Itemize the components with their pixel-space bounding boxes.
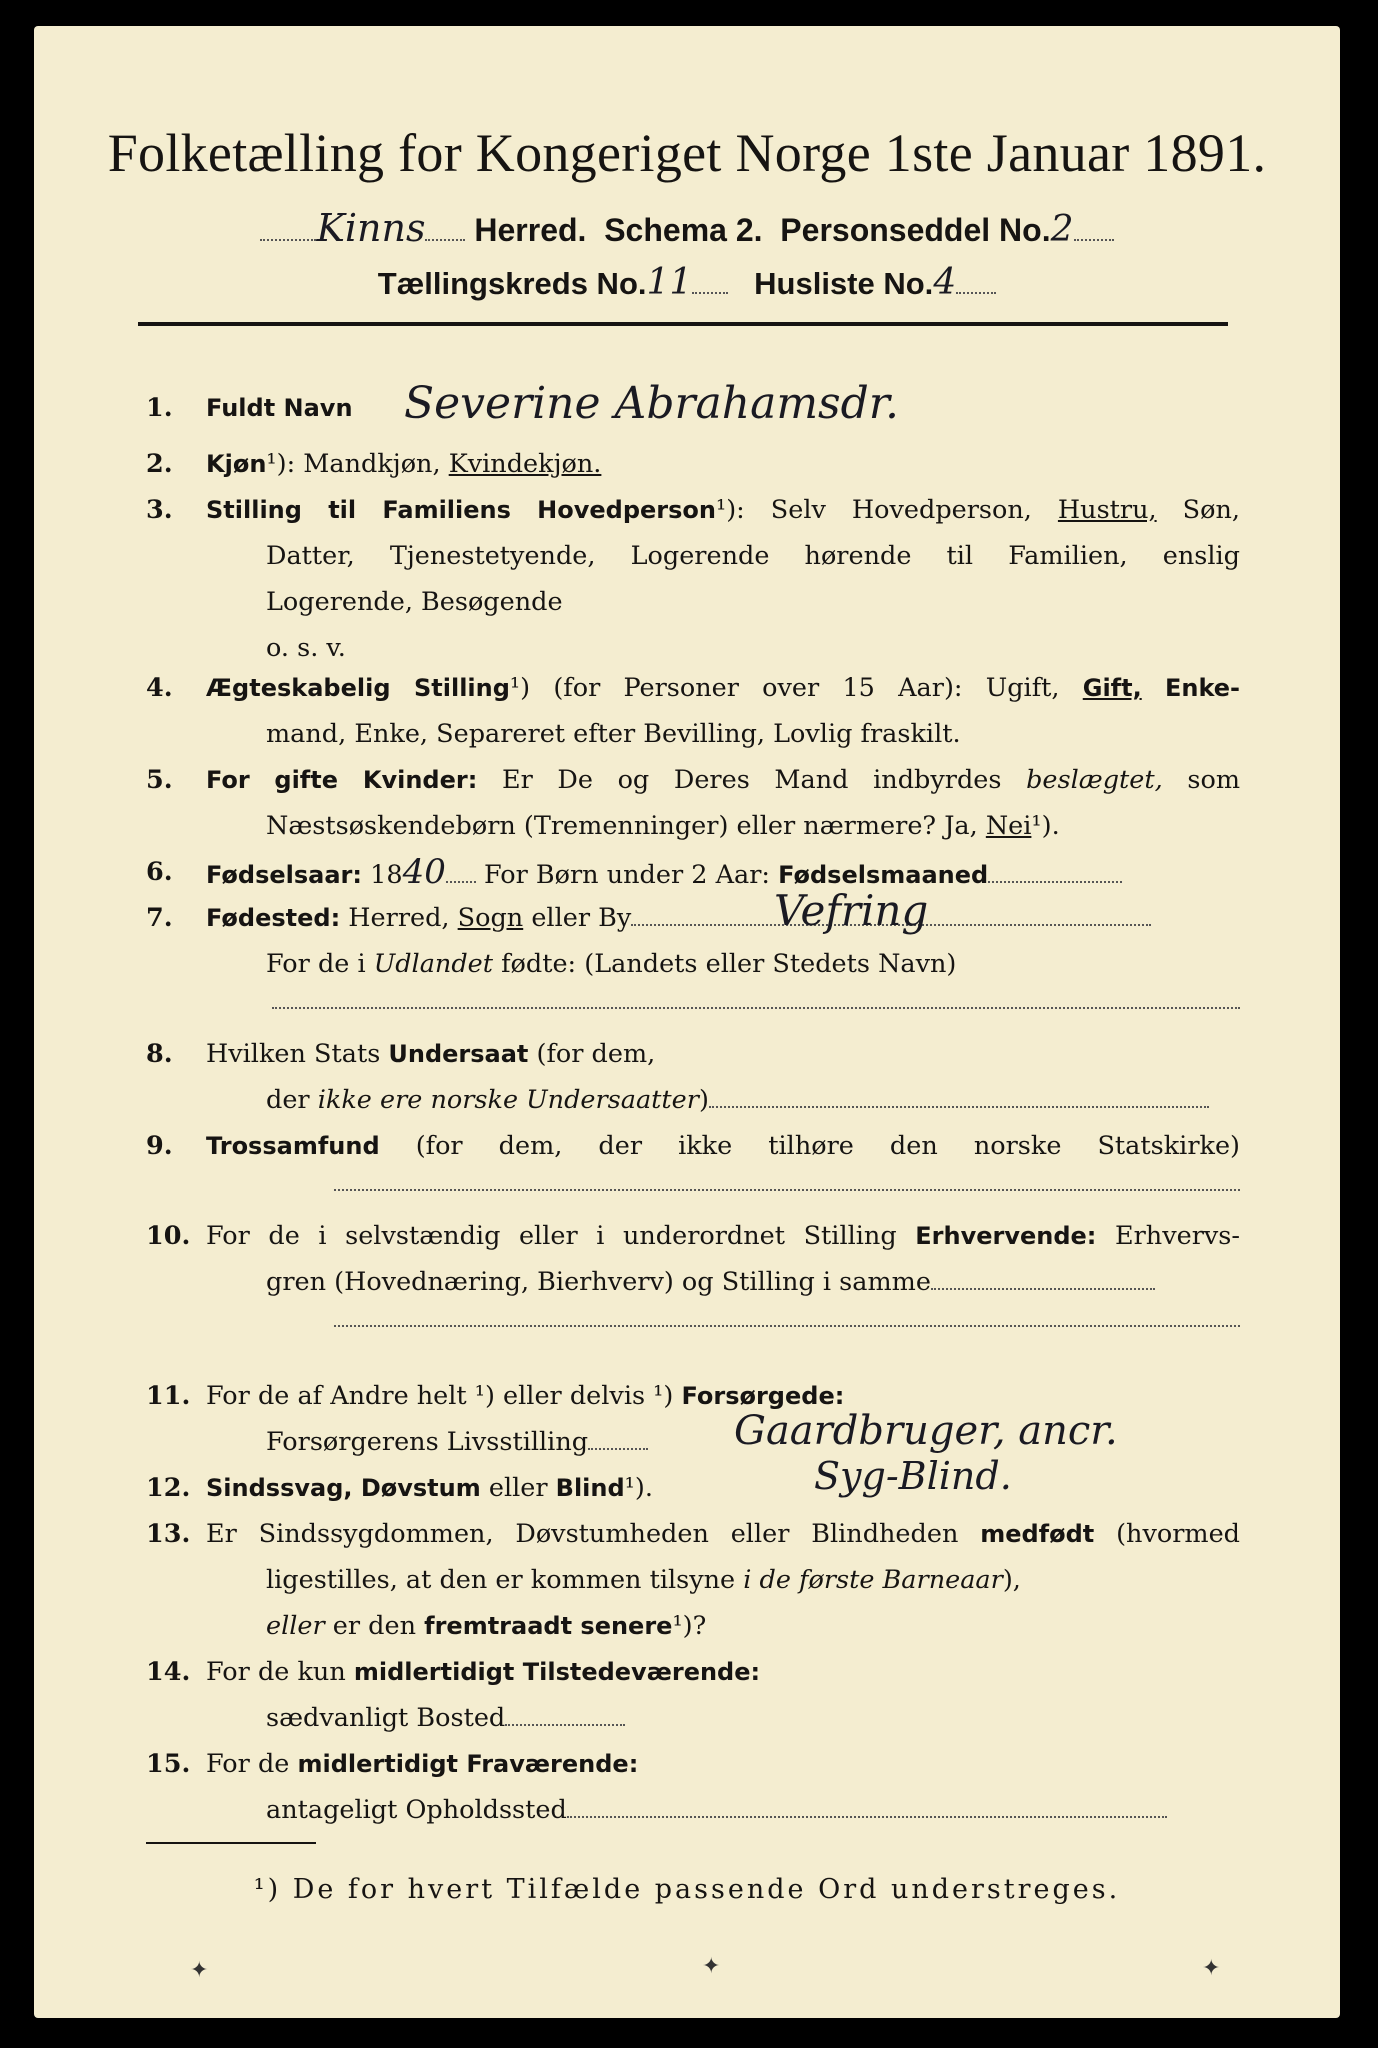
disability-value: Syg-Blind. bbox=[814, 1454, 1012, 1498]
item-number: 5. bbox=[146, 765, 173, 795]
item-number: 12. bbox=[146, 1473, 191, 1503]
herred-line bbox=[34, 206, 1340, 250]
item-number: 11. bbox=[146, 1381, 191, 1411]
herred-value: Kinns bbox=[316, 206, 426, 250]
family-position-label: Stilling til Familiens Hovedperson bbox=[206, 496, 716, 524]
birth-year-value: 40 bbox=[402, 852, 446, 892]
husliste-label: Husliste No. bbox=[754, 266, 934, 301]
item-number: 4. bbox=[146, 673, 173, 703]
kreds-value: 11 bbox=[646, 262, 693, 303]
pin-mark: ✦ bbox=[190, 1958, 209, 1983]
schema-label: Schema 2. bbox=[604, 212, 763, 248]
personseddel-value: 2 bbox=[1050, 209, 1074, 250]
item-9-blank-line bbox=[334, 1188, 1240, 1191]
kreds-line bbox=[34, 262, 1340, 303]
item-number: 1. bbox=[146, 393, 173, 423]
option-gift: Gift, bbox=[1082, 674, 1142, 702]
personseddel-label: Personseddel No. bbox=[780, 212, 1051, 248]
item-number: 15. bbox=[146, 1749, 191, 1779]
sex-option-female: Kvindekjøn. bbox=[448, 449, 602, 479]
pin-mark: ✦ bbox=[1202, 1956, 1221, 1981]
option-nei: Nei bbox=[985, 811, 1032, 841]
item-number: 2. bbox=[146, 449, 173, 479]
full-name-value: Severine Abrahamsdr. bbox=[404, 378, 899, 429]
item-number: 10. bbox=[146, 1221, 191, 1251]
sex-label: Kjøn bbox=[206, 450, 267, 478]
option-hustru: Hustru, bbox=[1057, 495, 1157, 525]
item-10-blank-line bbox=[334, 1324, 1240, 1327]
item-number: 14. bbox=[146, 1657, 191, 1687]
birthplace-value: Vefring bbox=[774, 886, 929, 935]
item-number: 7. bbox=[146, 903, 173, 933]
item-number: 6. bbox=[146, 857, 173, 887]
census-form-page: Folketælling for Kongeriget Norge 1ste Januar 1891. Kinns Herred. Schema 2. Personseddel No.2 Tællingskreds No.11 Husliste No.4 1. Fuldt Navn Severine Abrahamsdr. 2. Kjøn¹): Mandkjøn, Kvindekjøn. 3. Stilling til Familiens Hovedperson¹): Selv Hovedperson, Hustru, Søn, Datter, Tjenestetyende, Logerende hørende til Familien, enslig Logerende, Besøgende o. s. v. 4. Ægteskabelig Stilling¹) (for Personer over 15 Aar): Ugift, Gift, Enke- mand, Enke, Separeret efter Bevilling, Lovlig fraskilt. 5. For gifte Kvinder: Er De og Deres Mand indbyrdes beslægtet, som Næstsøskendebørn (Tremenninger) eller nærmere? Ja, Nei¹). 6. Fødselsaar: 1840 For Børn under 2 Aar: Fødselsmaaned 7. Fødested: Herred, Sogn eller By Vefring For de i Udlandet fødte: (Landets eller Stedets Navn) 8. Hvilken Stats Undersaat (for dem, der ikke ere norske Undersaatter) 9. Trossamfund (for dem, der ikke tilhøre den norske Statskirke) 10. For de i selvstændig eller i underordnet Stilling Erhvervende: Erhvervs- gren (Hovednæring, Bierhverv) og Stilling i samme 11. For de af Andre helt ¹) eller delvis ¹) Forsørgede: Forsørgerens Livsstilling Gaardbruger, ancr. 12. Sindssvag, Døvstum eller Blind¹). Syg-Blind. 13. Er Sindssygdommen, Døvstumheden eller Blindheden medfødt (hvormed ligestilles, at den er kommen tilsyne i de første Barneaar), eller er den fremtraadt senere¹)? 14. For de kun midlertidigt Tilstedeværende: sædvanligt Bosted 15. For de midlertidigt Fraværende: antageligt Opholdssted ¹) De for hvert Tilfælde passende Ord understreges. ✦ ✦ ✦ bbox=[34, 26, 1340, 2018]
kreds-label: Tællingskreds No. bbox=[377, 266, 647, 301]
form-title: Folketælling for Kongeriget Norge 1ste Januar 1891. bbox=[107, 123, 1267, 183]
family-position-options: ¹): Selv Hovedperson, bbox=[716, 495, 1032, 525]
item-number: 3. bbox=[146, 495, 173, 525]
supporter-occupation-value: Gaardbruger, ancr. bbox=[734, 1408, 1118, 1454]
item-number: 13. bbox=[146, 1519, 191, 1549]
item-number: 8. bbox=[146, 1039, 173, 1069]
item-number: 9. bbox=[146, 1131, 173, 1161]
option-son: Søn, bbox=[1182, 495, 1240, 525]
sex-option-male: ¹): Mandkjøn, bbox=[266, 449, 441, 479]
herred-label: Herred. bbox=[474, 212, 587, 248]
full-name-label: Fuldt Navn bbox=[206, 394, 353, 422]
header-rule bbox=[138, 322, 1228, 326]
marital-label: Ægteskabelig Stilling bbox=[206, 674, 510, 702]
footnote-rule bbox=[146, 1842, 316, 1844]
footnote: ¹) De for hvert Tilfælde passende Ord understreges. bbox=[253, 1874, 1121, 1905]
pin-mark: ✦ bbox=[702, 1954, 721, 1979]
husliste-value: 4 bbox=[933, 262, 957, 303]
item-7-blank-line bbox=[272, 1006, 1240, 1009]
